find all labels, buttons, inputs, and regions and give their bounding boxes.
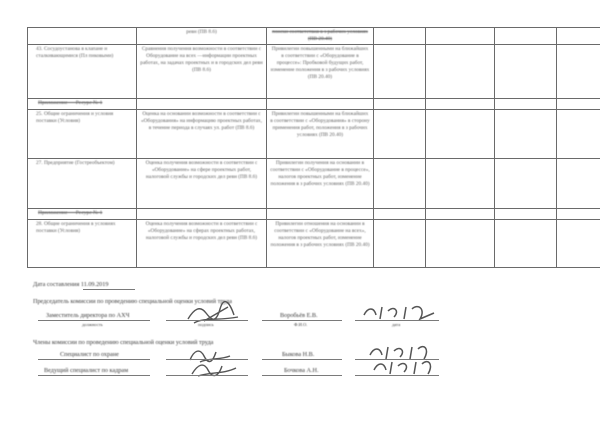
- table-cell: 28. Общие ограничения в условиях поставки (Условия): [28, 220, 137, 268]
- member2-position: Ведущий специалист по кадрам: [44, 367, 129, 374]
- member2-signature: [188, 356, 242, 387]
- date-underline: [83, 289, 135, 290]
- member2-name: Бочкова А.Н.: [284, 367, 319, 374]
- table-cell: Привилегии повышенными на ближайших в соответствии с «Оборудования» в сторону применения работ, положения в з рабочих условиях (ПВ 20.40): [267, 110, 374, 159]
- commission-chair-label: Председатель комиссии по проведению специальной оценки условий труда: [33, 298, 232, 305]
- table-cell: Сравнения получения возможности в соответствии с Оборудование на всех —информации проектных работах, на задачах проектных и в городских дел ревн (ПВ 8.6): [137, 45, 267, 99]
- table-cell: Привилегии отношения на основании в соответствии с «Оборудование на всех», налогов проектных работ, изменение положения в з рабочих условиях (ПВ 20.40): [267, 220, 374, 268]
- member1-position: Специалист по охране: [60, 351, 119, 358]
- table-cell: Оценка получения возможности в соответствии с «Оборудование» на сферах проектных работах, налоговой службы и городских дел ревн (ПВ 8.6): [137, 220, 267, 268]
- table-cell: 25. Общие ограничения и условия поставки (Условия): [28, 110, 137, 159]
- table-cell: Привилегии получения на основании в соответствии с «Оборудование в процессе», налогов проектных работ, изменение положения в з рабочих условиях (ПВ 20.40): [267, 159, 374, 209]
- chair-signature: [184, 299, 244, 334]
- table-cell: Привилегии повышенными на ближайших в соответствии с «Оборудование в процессе»: Пробковой будущих работ, изменение положения в з рабочих условиях (ПВ 20.40): [267, 45, 374, 99]
- table-cell: поиски соответствия в з рабочих условиях (ПВ 20.40): [267, 28, 374, 45]
- chair-position: Заместитель директора по АХЧ: [46, 312, 130, 319]
- table-cell: Оценка на основании возможности в соответствии с «Оборудования» на информацию проектных работах, в течение периода в случаях ул. работ (ПВ 8.6): [137, 110, 267, 159]
- table-cell: Оценка получения возможности в соответствии с «Оборудование» на сфере проектных работ, налоговой службы и городских дел ревн (ПВ 8.6): [137, 159, 267, 209]
- table-cell: ревн (ПВ 8.6): [137, 28, 267, 45]
- signature-section: Дата составления 11.09.2019 Председатель комиссии по проведению специальной оценки условий труда Заместитель директора по АХЧ должность подпись Воробьёв Е.В. Ф.И.О. дата Члены комиссии по проведению специальной оценки условий труда Специалист по охране Быкова Н.В. Ведущий специалист по кадрам Бочкова А.Н.: [0, 0, 600, 424]
- compilation-date: Дата составления 11.09.2019: [33, 281, 109, 288]
- members-title: Члены комиссии по проведению специальной оценки условий труда: [33, 339, 214, 346]
- table-cell: 27. Предприятие (Гостреобъектом): [28, 159, 137, 209]
- chair-name: Воробьёв Е.В.: [280, 312, 318, 319]
- section-header: Приложение — Ресурс № 1: [28, 209, 137, 220]
- table-cell: 43. Сосудоустанова в клапане и сталкивающимися (Пл пиковыми): [28, 45, 137, 99]
- member1-name: Быкова Н.В.: [282, 351, 315, 358]
- section-header: Приложение — Ресурс № 1: [28, 99, 137, 110]
